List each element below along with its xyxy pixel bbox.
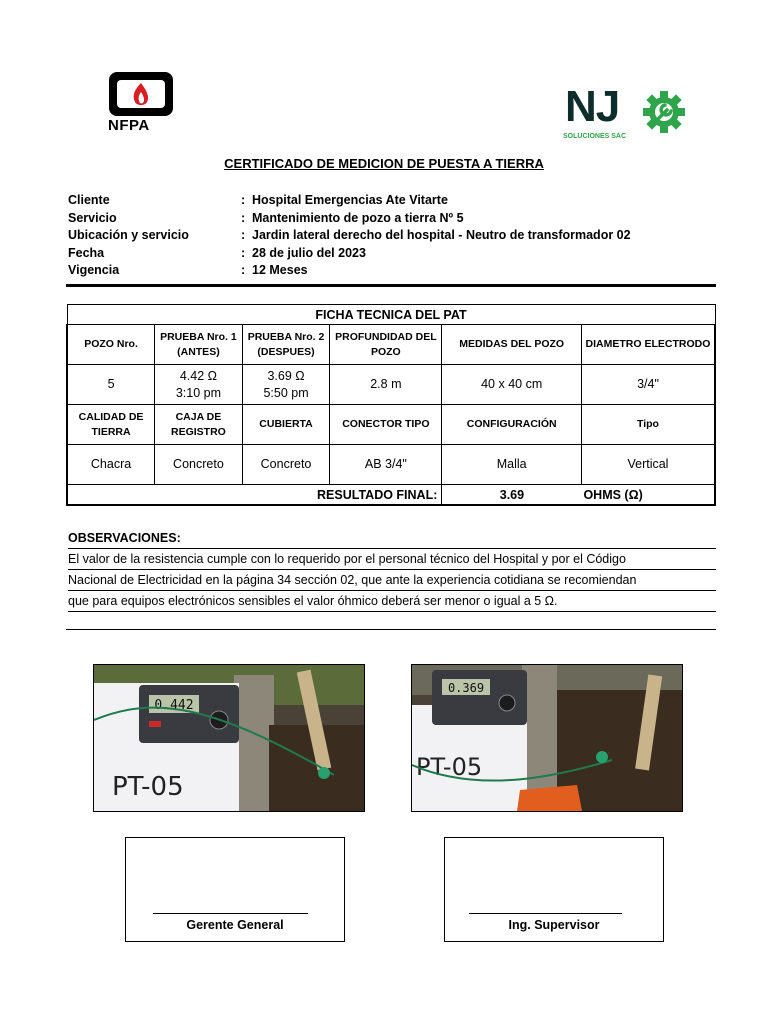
observation-rule [68,611,716,612]
measurement-photo-2 [411,664,683,812]
info-colon: : [241,263,246,277]
header-cell: PRUEBA Nro. 2 (DESPUES) [242,325,330,365]
header-cell: POZO Nro. [67,325,155,365]
meter-display: 0.442 [154,698,194,713]
info-row-cliente [68,192,631,210]
info-value: Jardin lateral derecho del hospital - Neutro de transformador 02 [252,228,631,242]
signature-box-supervisor [444,837,664,942]
header-cell: CONECTOR TIPO [330,405,442,445]
info-value: 28 de julio del 2023 [252,245,366,260]
header-cell: CONFIGURACIÓN [442,405,582,445]
info-key: Cliente [68,193,110,207]
ficha-tecnica-table [66,304,716,506]
info-colon: : [241,193,246,207]
info-key: Servicio [68,210,117,225]
info-row-servicio [68,210,631,228]
info-key: Vigencia [68,263,120,277]
ficha-title: FICHA TECNICA DEL PAT [67,305,715,325]
info-value: Hospital Emergencias Ate Vitarte [252,193,448,207]
header-cell: PRUEBA Nro. 1 (ANTES) [155,325,243,365]
info-colon: : [241,210,246,225]
gear-wrench-icon [642,90,686,134]
value-cell: 4.42 Ω 3:10 pm [155,365,243,405]
result-label: RESULTADO FINAL: [67,485,442,506]
info-key: Ubicación y servicio [68,228,189,242]
nfpa-text: NFPA [108,117,150,134]
signature-box-gerente [125,837,345,942]
document-title: CERTIFICADO DE MEDICION DE PUESTA A TIERRA [224,156,544,171]
info-row-fecha [68,245,631,263]
nfpa-logo [104,70,184,138]
signature-name: Ing. Supervisor [508,918,600,932]
value-cell: AB 3/4" [330,445,442,485]
header-cell: CUBIERTA [242,405,330,445]
signature-line [469,913,622,914]
observation-line: que para equipos electrónicos sensibles el valor óhmico deberá ser menor o igual a 5 Ω. [68,590,716,611]
header-cell: DIAMETRO ELECTRODO [581,325,715,365]
header-cell: CALIDAD DE TIERRA [67,405,155,445]
result-value: 3.69 [442,485,582,506]
header-cell: MEDIDAS DEL POZO [442,325,582,365]
info-colon: : [241,245,246,260]
value-cell: 3/4" [581,365,715,405]
info-row-ubicacion [68,227,631,245]
observation-line: Nacional de Electricidad en la página 34 sección 02, que ante la experiencia cotidiana se recomiendan [68,569,716,590]
observation-line: El valor de la resistencia cumple con lo requerido por el personal técnico del Hospital y por el Código [68,548,716,569]
value-cell: 3.69 Ω 5:50 pm [242,365,330,405]
signature-line [153,913,308,914]
value-cell: 2.8 m [330,365,442,405]
header-cell: CAJA DE REGISTRO [155,405,243,445]
info-colon: : [241,228,246,242]
nfpa-emblem-icon [104,70,184,118]
nj-letters: NJ [565,82,620,131]
value-cell: Vertical [581,445,715,485]
value-cell: Concreto [242,445,330,485]
value-cell: Concreto [155,445,243,485]
observaciones-title: OBSERVACIONES: [68,531,181,545]
info-block [68,192,631,280]
result-unit: OHMS (Ω) [581,485,715,506]
measurement-photo-1 [93,664,365,812]
nj-soluciones-logo [563,82,695,146]
info-row-vigencia [68,262,631,280]
section-divider [66,284,716,287]
header-cell: PROFUNDIDAD DEL POZO [330,325,442,365]
nj-subtitle: SOLUCIONES SAC [563,133,627,140]
value-cell: 5 [67,365,155,405]
header-cell: Tipo [581,405,715,445]
info-key: Fecha [68,245,105,260]
meter-display: 0.369 [447,681,485,695]
value-cell: 40 x 40 cm [442,365,582,405]
signature-name: Gerente General [186,918,284,932]
value-cell: Malla [442,445,582,485]
observation-rule [66,629,716,630]
info-value: 12 Meses [252,263,308,277]
value-cell: Chacra [67,445,155,485]
pt-label: PT-05 [112,772,184,802]
pt-label: PT-05 [416,753,483,781]
info-value: Mantenimiento de pozo a tierra Nº 5 [252,210,464,225]
